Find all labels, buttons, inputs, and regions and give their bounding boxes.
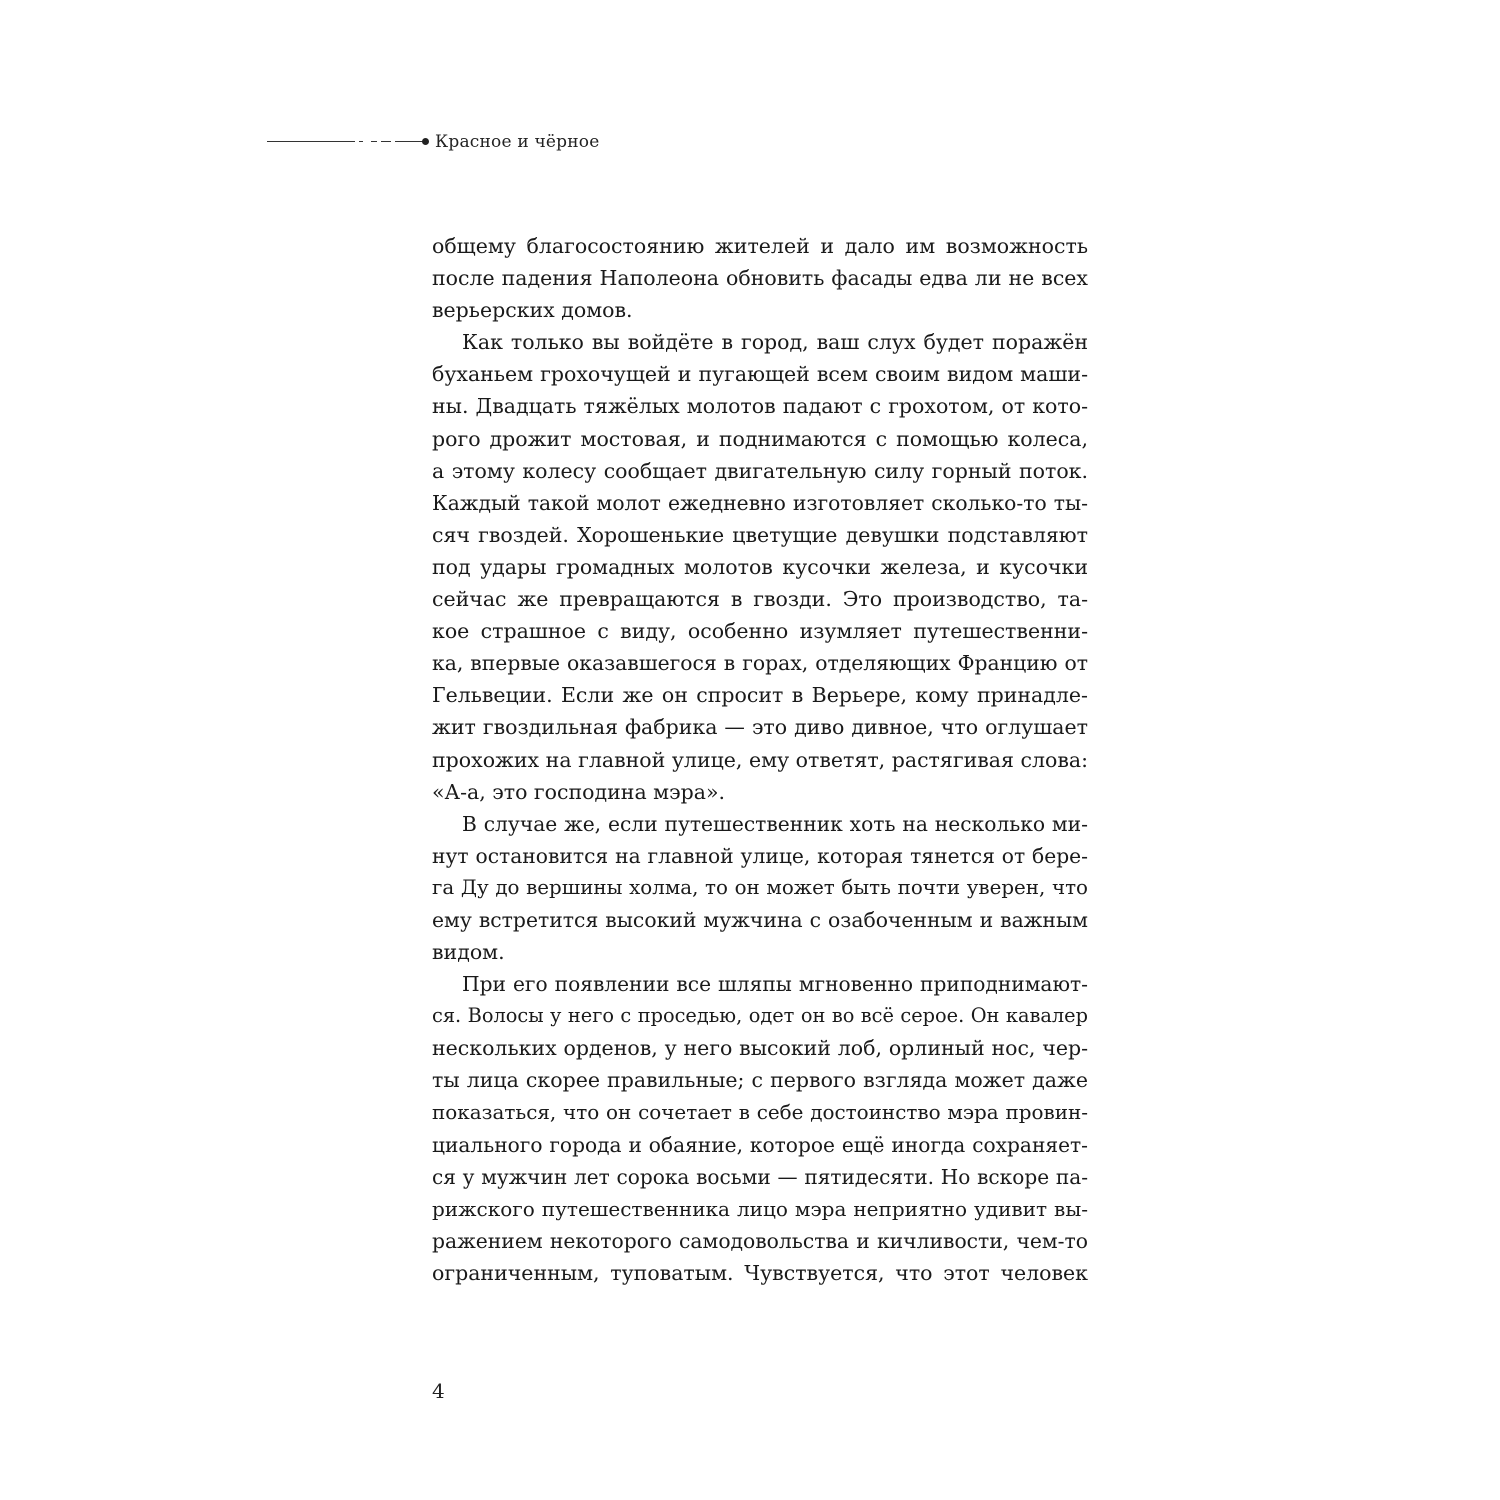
page-number: 4 — [432, 1379, 445, 1403]
text-line: ся. Волосы у него с проседью, одет он во всё серое. Он кавалер — [432, 1004, 1088, 1028]
text-line: ражением некоторого самодовольства и кичливости, чем-то — [432, 1228, 1088, 1253]
text-line: прохожих на главной улице, ему ответят, растягивая слова: — [432, 747, 1088, 772]
running-title: Красное и чёрное — [435, 132, 600, 152]
text-line: общему благосостоянию жителей и дало им возможность — [432, 234, 1088, 258]
decorative-rule — [267, 141, 425, 143]
text-line: после падения Наполеона обновить фасады едва ли не всех — [432, 266, 1088, 291]
text-line: циального города и обаяние, которое ещё иногда сохраняет- — [432, 1132, 1088, 1157]
text-line: жит гвоздильная фабрика — это диво дивное, что оглушает — [432, 715, 1088, 740]
text-line: под удары громадных молотов кусочки железа, и кусочки — [432, 554, 1088, 579]
text-line: При его появлении все шляпы мгновенно приподнимают- — [462, 972, 1088, 997]
text-line: сяч гвоздей. Хорошенькие цветущие девушки подставляют — [432, 522, 1088, 547]
text-line: нут остановится на главной улице, которая тянется от бере- — [432, 843, 1088, 868]
text-line: Как только вы войдёте в город, ваш слух будет поражён — [462, 330, 1088, 355]
text-line: Гельвеции. Если же он спросит в Верьере, кому принадле- — [432, 683, 1088, 708]
text-line: ему встретится высокий мужчина с озабоченным и важным — [432, 907, 1088, 932]
text-line: сейчас же превращаются в гвозди. Это производство, та- — [432, 587, 1088, 612]
text-line: ны. Двадцать тяжёлых молотов падают с грохотом, от кото- — [432, 394, 1088, 419]
body-text — [432, 230, 1088, 1289]
text-line: нескольких орденов, у него высокий лоб, орлиный нос, чер- — [432, 1036, 1088, 1061]
text-line: ся у мужчин лет сорока восьми — пятидесяти. Но вскоре па- — [432, 1164, 1088, 1189]
text-line: рижского путешественника лицо мэра неприятно удивит вы- — [432, 1196, 1088, 1221]
text-line: Каждый такой молот ежедневно изготовляет сколько-то ты- — [432, 490, 1088, 515]
text-line: верьерских домов. — [432, 298, 633, 323]
running-head — [267, 128, 599, 156]
text-line: кое страшное с виду, особенно изумляет путешественни- — [432, 619, 1088, 644]
text-line: В случае же, если путешественник хоть на несколько ми- — [462, 811, 1088, 836]
text-line: видом. — [432, 940, 505, 965]
bullet-icon — [422, 138, 429, 145]
text-line: ты лица скорее правильные; с первого взгляда может даже — [432, 1068, 1088, 1093]
text-line: «А-а, это господина мэра». — [432, 779, 726, 804]
text-line: рого дрожит мостовая, и поднимаются с помощью колеса, — [432, 426, 1088, 451]
text-line: ограниченным, туповатым. Чувствуется, что этот человек — [432, 1261, 1088, 1285]
text-line: показаться, что он сочетает в себе достоинство мэра провин- — [432, 1100, 1088, 1124]
text-line: ка, впервые оказавшегося в горах, отделяющих Францию от — [432, 651, 1088, 676]
text-line: буханьем грохочущей и пугающей всем своим видом маши- — [432, 362, 1088, 387]
text-line: а этому колесу сообщает двигательную силу горный поток. — [432, 458, 1088, 483]
text-line: га Ду до вершины холма, то он может быть почти уверен, что — [432, 875, 1088, 899]
